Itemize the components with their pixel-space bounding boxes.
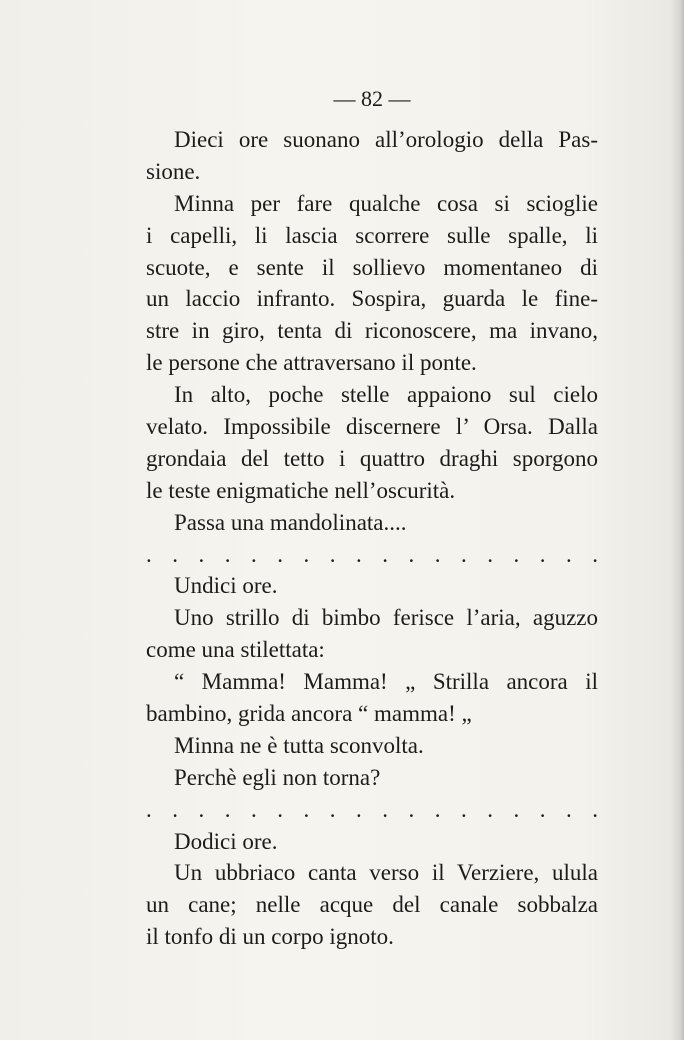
text-line: scuote, e sente il sollievo momentaneo di bbox=[146, 254, 598, 280]
text-line: Passa una mandolinata.... bbox=[174, 509, 407, 535]
paragraph bbox=[146, 124, 598, 188]
paragraph bbox=[146, 507, 598, 539]
text-line: grondaia del tetto i quattro draghi sporgono bbox=[146, 445, 598, 471]
text-line: un cane; nelle acque del canale sobbalza bbox=[146, 892, 598, 918]
paragraph bbox=[146, 188, 598, 379]
text-line: Perchè egli non torna? bbox=[174, 764, 381, 790]
text-line: Undici ore. bbox=[174, 573, 278, 599]
text-line: i capelli, li lascia scorrere sulle spalle, li bbox=[146, 222, 598, 248]
text-line: stre in giro, tenta di riconoscere, ma invano, bbox=[146, 318, 598, 344]
paragraph bbox=[146, 857, 598, 953]
section-break bbox=[146, 794, 598, 826]
paragraph bbox=[146, 602, 598, 666]
text-line: Minna per fare qualche cosa si scioglie bbox=[174, 190, 598, 216]
text-line: Dodici ore. bbox=[174, 828, 278, 854]
text-line: il tonfo di un corpo ignoto. bbox=[146, 924, 394, 950]
paragraph bbox=[146, 730, 598, 762]
text-line: sione. bbox=[146, 158, 201, 184]
text-line: le persone che attraversano il ponte. bbox=[146, 350, 477, 376]
text-line: un laccio infranto. Sospira, guarda le fine- bbox=[146, 286, 598, 312]
text-line: le teste enigmatiche nell’oscurità. bbox=[146, 477, 456, 503]
paragraph bbox=[146, 666, 598, 730]
paragraph bbox=[146, 570, 598, 602]
paragraph bbox=[146, 762, 598, 794]
page-text bbox=[146, 82, 598, 953]
section-break bbox=[146, 539, 598, 571]
text-line: Uno strillo di bimbo ferisce l’aria, aguzzo bbox=[174, 605, 598, 631]
text-line: Un ubbriaco canta verso il Verziere, ulula bbox=[174, 860, 598, 886]
page-edge-shadow bbox=[670, 0, 684, 1040]
text-line: Minna ne è tutta sconvolta. bbox=[174, 732, 424, 758]
text-line: bambino, grida ancora “ mamma! „ bbox=[146, 701, 472, 727]
text-line: “ Mamma! Mamma! „ Strilla ancora il bbox=[174, 669, 598, 695]
paragraph bbox=[146, 826, 598, 858]
text-line: velato. Impossibile discernere l’ Orsa. Dalla bbox=[146, 414, 598, 440]
paragraph bbox=[146, 379, 598, 507]
dotted-separator: . . . . . . . . . . . . . . . . . . bbox=[146, 541, 598, 567]
page-number: — 82 — bbox=[333, 86, 411, 111]
dotted-separator: . . . . . . . . . . . . . . . . . . bbox=[146, 796, 598, 822]
text-line: come una stilettata: bbox=[146, 637, 325, 663]
text-line: Dieci ore suonano all’orologio della Pas- bbox=[174, 127, 598, 152]
text-line: In alto, poche stelle appaiono sul cielo bbox=[174, 382, 598, 408]
